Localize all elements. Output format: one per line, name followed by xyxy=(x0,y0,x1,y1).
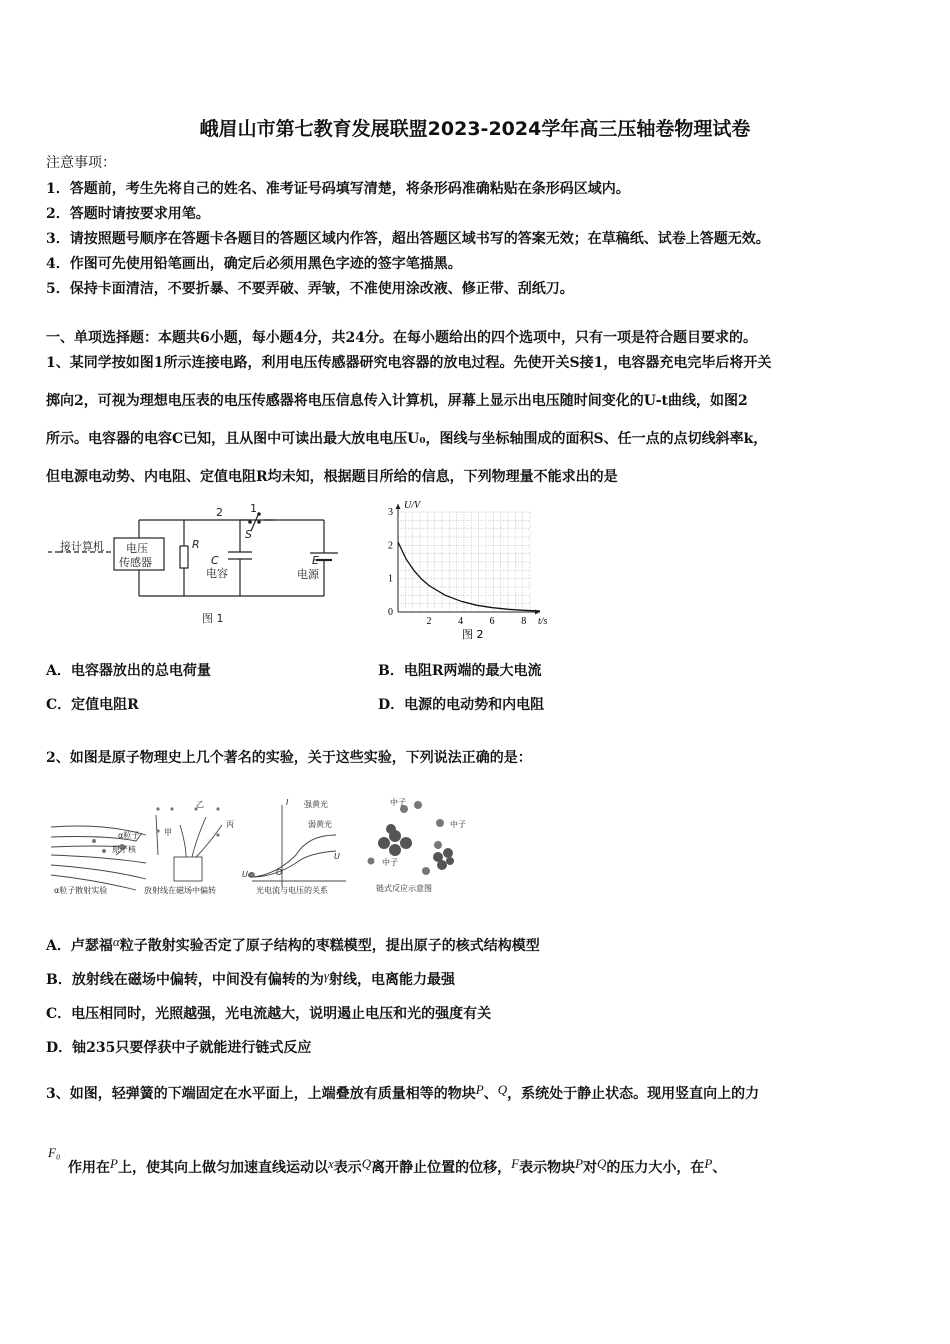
option-text: 射线，电离能力最强 xyxy=(328,972,455,988)
y-tick-label: 3 xyxy=(388,507,393,518)
section-heading: 一、单项选择题：本题共6小题，每小题4分，共24分。在每小题给出的四个选项中，只有一项是符合题目要求的。 xyxy=(46,330,757,346)
y-tick-label: 2 xyxy=(388,540,393,552)
x-tick-label: 6 xyxy=(489,616,495,627)
q3-text: 、 xyxy=(483,1086,498,1102)
axis-label: I xyxy=(286,798,289,807)
resistor-label: R xyxy=(192,538,200,551)
question-text: 掷向2，可视为理想电压表的电压传感器将电压信息传入计算机，屏幕上显示出电压随时间变化的U-t曲线，如图2 xyxy=(46,393,748,409)
nucleus-label: 原子核 xyxy=(112,845,136,854)
notice-item: 2．答题时请按要求用笔。 xyxy=(46,206,210,222)
panel-caption: α粒子散射实验 xyxy=(54,886,108,895)
question-text: 1、某同学按如图1所示连接电路，利用电压传感器研究电容器的放电过程。先使开关S接1，电容器充电完毕后将开关 xyxy=(46,355,772,371)
switch-label: S xyxy=(245,528,252,541)
symbol-f: F xyxy=(511,1156,520,1171)
u-t-chart xyxy=(380,500,560,645)
curve-label: 弱黄光 xyxy=(308,820,332,829)
option-text: 粒子散射实验否定了原子结构的枣糕模型，提出原子的核式结构模型 xyxy=(119,938,540,954)
question-text: 2、如图是原子物理史上几个著名的实验，关于这些实验，下列说法正确的是： xyxy=(46,750,532,766)
panel-caption: 光电流与电压的关系 xyxy=(256,886,328,895)
option-text: B．放射线在磁场中偏转，中间没有偏转的为 xyxy=(46,972,324,988)
question-text xyxy=(46,1082,759,1103)
gamma-symbol: γ xyxy=(323,968,329,983)
alpha-symbol: α xyxy=(112,934,120,949)
ray-label: 乙 xyxy=(196,800,204,809)
option-a: A．电容器放出的总电荷量 xyxy=(46,663,211,679)
option-d: D．电源的电动势和内电阻 xyxy=(378,697,545,713)
panel-caption: 放射线在磁场中偏转 xyxy=(144,886,216,895)
q3-text: 的压力大小，在 xyxy=(606,1160,705,1176)
neutron-label: 中子 xyxy=(382,858,398,867)
symbol-p: P xyxy=(110,1156,118,1171)
neutron-label: 中子 xyxy=(390,798,406,807)
option-a xyxy=(46,934,540,955)
source-label: 电源 xyxy=(297,568,319,581)
q3-text: 对 xyxy=(583,1160,598,1176)
sensor-label: 传感器 xyxy=(119,556,152,569)
option-d: D．铀235只要俘获中子就能进行链式反应 xyxy=(46,1040,312,1056)
ray-label: 甲 xyxy=(164,828,172,837)
chart-caption: 图 2 xyxy=(462,628,484,641)
y-tick-label: 0 xyxy=(388,607,393,618)
symbol-p: P xyxy=(575,1156,584,1171)
axis-label: Uc xyxy=(242,870,253,879)
computer-label: 接计算机 xyxy=(60,540,104,553)
x-tick-label: 8 xyxy=(521,616,527,627)
q3-text: 上，使其向上做匀加速直线运动以 xyxy=(117,1160,328,1176)
q3-text: 、 xyxy=(712,1160,727,1176)
notice-heading: 注意事项： xyxy=(46,155,116,171)
notice-item: 1．答题前，考生先将自己的姓名、准考证号码填写清楚，将条形码准确粘贴在条形码区域内。 xyxy=(46,181,630,197)
page-title: 峨眉山市第七教育发展联盟2023-2024学年高三压轴卷物理试卷 xyxy=(199,118,751,140)
q3-text: 离开静止位置的位移， xyxy=(371,1160,512,1176)
u-t-curve xyxy=(398,542,540,611)
x-axis-label: t/s xyxy=(538,616,548,627)
f0-label: F₀ xyxy=(48,1145,61,1160)
q3-text: 作用在 xyxy=(68,1160,110,1176)
capacitor-symbol: C xyxy=(211,554,219,567)
axis-label: O xyxy=(276,868,283,877)
y-axis-arrow xyxy=(396,504,401,509)
panel-caption: 链式反应示意图 xyxy=(376,884,432,893)
q3-text: 3、如图，轻弹簧的下端固定在水平面上，上端叠放有质量相等的物块 xyxy=(46,1086,476,1102)
ray-label: 丙 xyxy=(226,820,234,829)
q3-text: 表示物块 xyxy=(519,1160,576,1176)
switch-terminal-2: 2 xyxy=(216,506,223,519)
capacitor-label: 电容 xyxy=(206,567,228,580)
symbol-p: P xyxy=(704,1156,713,1171)
neutron-label: 中子 xyxy=(450,820,466,829)
circuit-diagram xyxy=(44,500,344,630)
option-c: C．电压相同时，光照越强，光电流越大，说明遏止电压和光的强度有关 xyxy=(46,1006,492,1022)
symbol-p: P xyxy=(475,1082,484,1097)
symbol-q: Q xyxy=(361,1156,372,1171)
x-tick-label: 2 xyxy=(426,616,432,627)
symbol-q: Q xyxy=(497,1082,508,1097)
y-tick-label: 1 xyxy=(388,573,393,585)
y-axis-label: U/V xyxy=(404,500,421,511)
q3-text: ，系统处于静止状态。现用竖直向上的力 xyxy=(507,1086,760,1102)
question-text: 但电源电动势、内电阻、定值电阻R均未知，根据题目所给的信息，下列物理量不能求出的是 xyxy=(46,469,618,485)
q3-text: 表示 xyxy=(333,1160,362,1176)
option-b xyxy=(46,968,455,989)
question-text xyxy=(68,1156,726,1177)
symbol-x: x xyxy=(327,1156,334,1171)
axis-label: U xyxy=(334,852,340,861)
symbol-q: Q xyxy=(597,1156,607,1171)
notice-item: 5．保持卡面清洁，不要折暴、不要弄破、弄皱，不准使用涂改液、修正带、刮纸刀。 xyxy=(46,281,574,297)
question-text: 所示。电容器的电容C已知，且从图中可读出最大放电电压U₀，图线与坐标轴围成的面积S、任一点的点切线斜率k， xyxy=(46,431,768,447)
figure-caption: 图 1 xyxy=(202,612,224,625)
switch-terminal-1: 1 xyxy=(250,502,257,515)
notice-item: 4．作图可先使用铅笔画出，确定后必须用黑色字迹的签字笔描黑。 xyxy=(46,256,462,272)
option-c: C．定值电阻R xyxy=(46,697,139,713)
x-tick-label: 4 xyxy=(458,616,464,627)
sensor-label: 电压 xyxy=(126,542,148,555)
curve-label: 强黄光 xyxy=(304,800,328,809)
option-text: A．卢瑟福 xyxy=(46,938,113,954)
notice-item: 3．请按照题号顺序在答题卡各题目的答题区域内作答，超出答题区域书写的答案无效；在草稿纸、试卷上答题无效。 xyxy=(46,231,770,247)
atomic-physics-experiments xyxy=(46,795,476,900)
source-symbol: E xyxy=(312,554,319,567)
alpha-label: α粒子 xyxy=(118,831,140,840)
resistor xyxy=(180,546,188,568)
option-b: B．电阻R两端的最大电流 xyxy=(378,663,542,679)
force-symbol-f0 xyxy=(48,1145,60,1165)
